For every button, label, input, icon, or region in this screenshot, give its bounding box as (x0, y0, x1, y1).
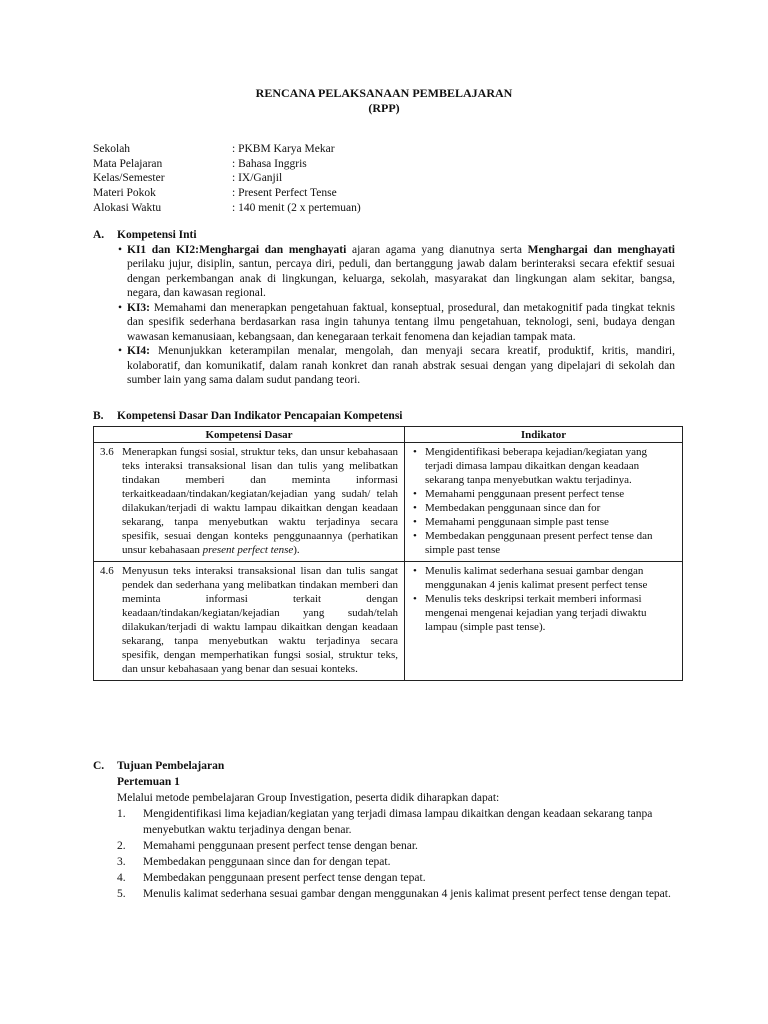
list-item: 3. Membedakan penggunaan since dan for dengan tepat. (117, 856, 391, 868)
identity-label: Mata Pelajaran (93, 157, 163, 170)
bullet-icon: • (413, 565, 417, 577)
identity-row (93, 201, 693, 216)
kd-text: Menerapkan fungsi sosial, struktur teks, dan unsur kebahasaan teks interaksi transaksional lisan dan tulis yang melibatkan tindakan memberi dan meminta informasi terkaitkeadaan/tindakan/kegiatan/kejadian yang sudah/ telah dilakukan/terjadi di waktu lampau dikaitkan dengan keadaan sekarang, tanpa menyebutkan waktu terjadinya secara spesifik, sesuai dengan konteks penggunaannya (perhatikan unsur kebahasaan present perfect tense). (122, 446, 398, 556)
ki1-item: • KI1 dan KI2:Menghargai dan menghayati ajaran agama yang dianutnya serta Menghargai dan menghayati perilaku jujur, disiplin, santun, percaya diri, peduli, dan bertanggung jawab dalam berinteraksi secara efektif sesuai dengan perkembangan anak di lingkungan, keluarga, sekolah, masyarakat dan lingkungan alam sekitar, bangsa, negara, dan kawasan regional. (118, 243, 675, 299)
indicator-list (411, 564, 676, 634)
identity-label: Sekolah (93, 143, 131, 155)
document-title (0, 86, 768, 116)
section-a-heading: A. Kompetensi Inti (93, 229, 197, 241)
list-item: • Menulis teks deskripsi terkait memberi informasi mengenai mengenai kejadian yang terjadi diwaktu lampau (simple past tense). (413, 593, 647, 633)
bullet-icon: • (118, 301, 123, 314)
kd-cell (94, 562, 405, 681)
identity-block (93, 142, 693, 216)
identity-value: : PKBM Karya Mekar (232, 143, 335, 155)
kd-cell (94, 443, 405, 562)
table-row (94, 443, 683, 562)
bullet-icon: • (413, 530, 417, 542)
kd-text: Menyusun teks interaksi transaksional lisan dan tulis sangat pendek dan sederhana yang melibatkan tindakan memberi dan meminta informasi terkait dengan keadaan/tindakan/kegiatan/kejadian yang sudah/telah dilakukan/terjadi di waktu lampau dikaitkan dengan keadaan sekarang, tanpa menyebutkan waktu terjadinya secara spesifik, dengan memperhatikan fungsi sosial, struktur teks, dan unsur kebahasaan yang benar dan sesuai konteks. (122, 565, 398, 675)
bullet-icon: • (413, 516, 417, 528)
ki4-item: • KI4: Menunjukkan keterampilan menalar, mengolah, dan menyaji secara kreatif, produktif, kritis, mandiri, kolaboratif, dan komunikatif, dalam ranah konkret dan ranah abstrak sesuai dengan yang dipelajari di sekolah dan sumber lain yang sama dalam sudut pandang teori. (118, 345, 675, 386)
identity-row (93, 186, 693, 201)
identity-value: : Present Perfect Tense (232, 186, 337, 199)
list-item: • Mengidentifikasi beberapa kejadian/kegiatan yang terjadi dimasa lampau dikaitkan dengan keadaan sekarang tanpa menyebutkan waktu terjadinya. (413, 446, 648, 486)
list-item: • Memahami penggunaan simple past tense (413, 516, 609, 528)
section-b-heading: B. Kompetensi Dasar Dan Indikator Pencapaian Kompetensi (93, 410, 403, 422)
table-header-row (94, 427, 683, 443)
kd-number: 4.6 (100, 565, 114, 577)
list-item: 4. Membedakan penggunaan present perfect tense dengan tepat. (117, 872, 426, 884)
identity-row (93, 171, 693, 186)
bullet-icon: • (118, 243, 123, 256)
indicator-cell (405, 562, 683, 681)
bullet-icon: • (118, 345, 123, 357)
indicator-list (411, 445, 676, 557)
list-item: • Membedakan penggunaan present perfect tense dan simple past tense (413, 530, 653, 556)
list-item: 2. Memahami penggunaan present perfect tense dengan benar. (117, 840, 418, 852)
identity-value: : IX/Ganjil (232, 172, 283, 184)
identity-row (93, 157, 693, 172)
indicator-cell (405, 443, 683, 562)
list-item: 5. Menulis kalimat sederhana sesuai gambar dengan menggunakan 4 jenis kalimat present perfect tense dengan tepat. (117, 888, 671, 900)
identity-value: : Bahasa Inggris (232, 157, 307, 170)
identity-row (93, 142, 693, 157)
title-line-1: RENCANA PELAKSANAAN PEMBELAJARAN (255, 86, 513, 100)
kd-indicator-table (93, 426, 683, 681)
bullet-icon: • (413, 446, 417, 458)
ki3-item: • KI3: Memahami dan menerapkan pengetahuan faktual, konseptual, prosedural, dan metakognitif pada tingkat teknis dan spesifik sederhana berdasarkan rasa ingin tahunya tentang ilmu pengetahuan, teknologi, seni, budaya dengan wawasan kemanusiaan, kebangsaan, dan kenegaraan terkait fenomena dan kejadian tampak mata. (118, 301, 675, 343)
column-header: Kompetensi Dasar (94, 427, 405, 443)
meeting-label: Pertemuan 1 (117, 776, 180, 788)
column-header: Indikator (405, 427, 683, 443)
identity-label: Kelas/Semester (93, 172, 165, 184)
list-item: • Memahami penggunaan present perfect tense (413, 488, 625, 500)
bullet-icon: • (413, 593, 417, 605)
section-kompetensi-inti (93, 228, 683, 388)
identity-value: : 140 menit (2 x pertemuan) (232, 202, 361, 214)
section-c-heading: C. Tujuan Pembelajaran (93, 760, 225, 772)
list-item: • Membedakan penggunaan since dan for (413, 502, 601, 514)
list-item: 1. Mengidentifikasi lima kejadian/kegiatan yang terjadi dimasa lampau dikaitkan dengan keadaan sekarang tanpa menyebutkan waktu terjadinya dengan benar. (117, 808, 653, 836)
bullet-icon: • (413, 502, 417, 514)
list-item: • Menulis kalimat sederhana sesuai gambar dengan menggunakan 4 jenis kalimat present perfect tense (413, 565, 648, 591)
goal-list (117, 806, 683, 902)
identity-label: Materi Pokok (93, 186, 156, 199)
kd-number: 3.6 (100, 446, 114, 458)
bullet-icon: • (413, 488, 417, 500)
title-line-2: (RPP) (368, 101, 400, 115)
identity-label: Alokasi Waktu (93, 202, 162, 214)
intro-text: Melalui metode pembelajaran Group Investigation, peserta didik diharapkan dapat: (117, 792, 500, 804)
table-row (94, 562, 683, 681)
section-tujuan-pembelajaran (93, 758, 683, 902)
